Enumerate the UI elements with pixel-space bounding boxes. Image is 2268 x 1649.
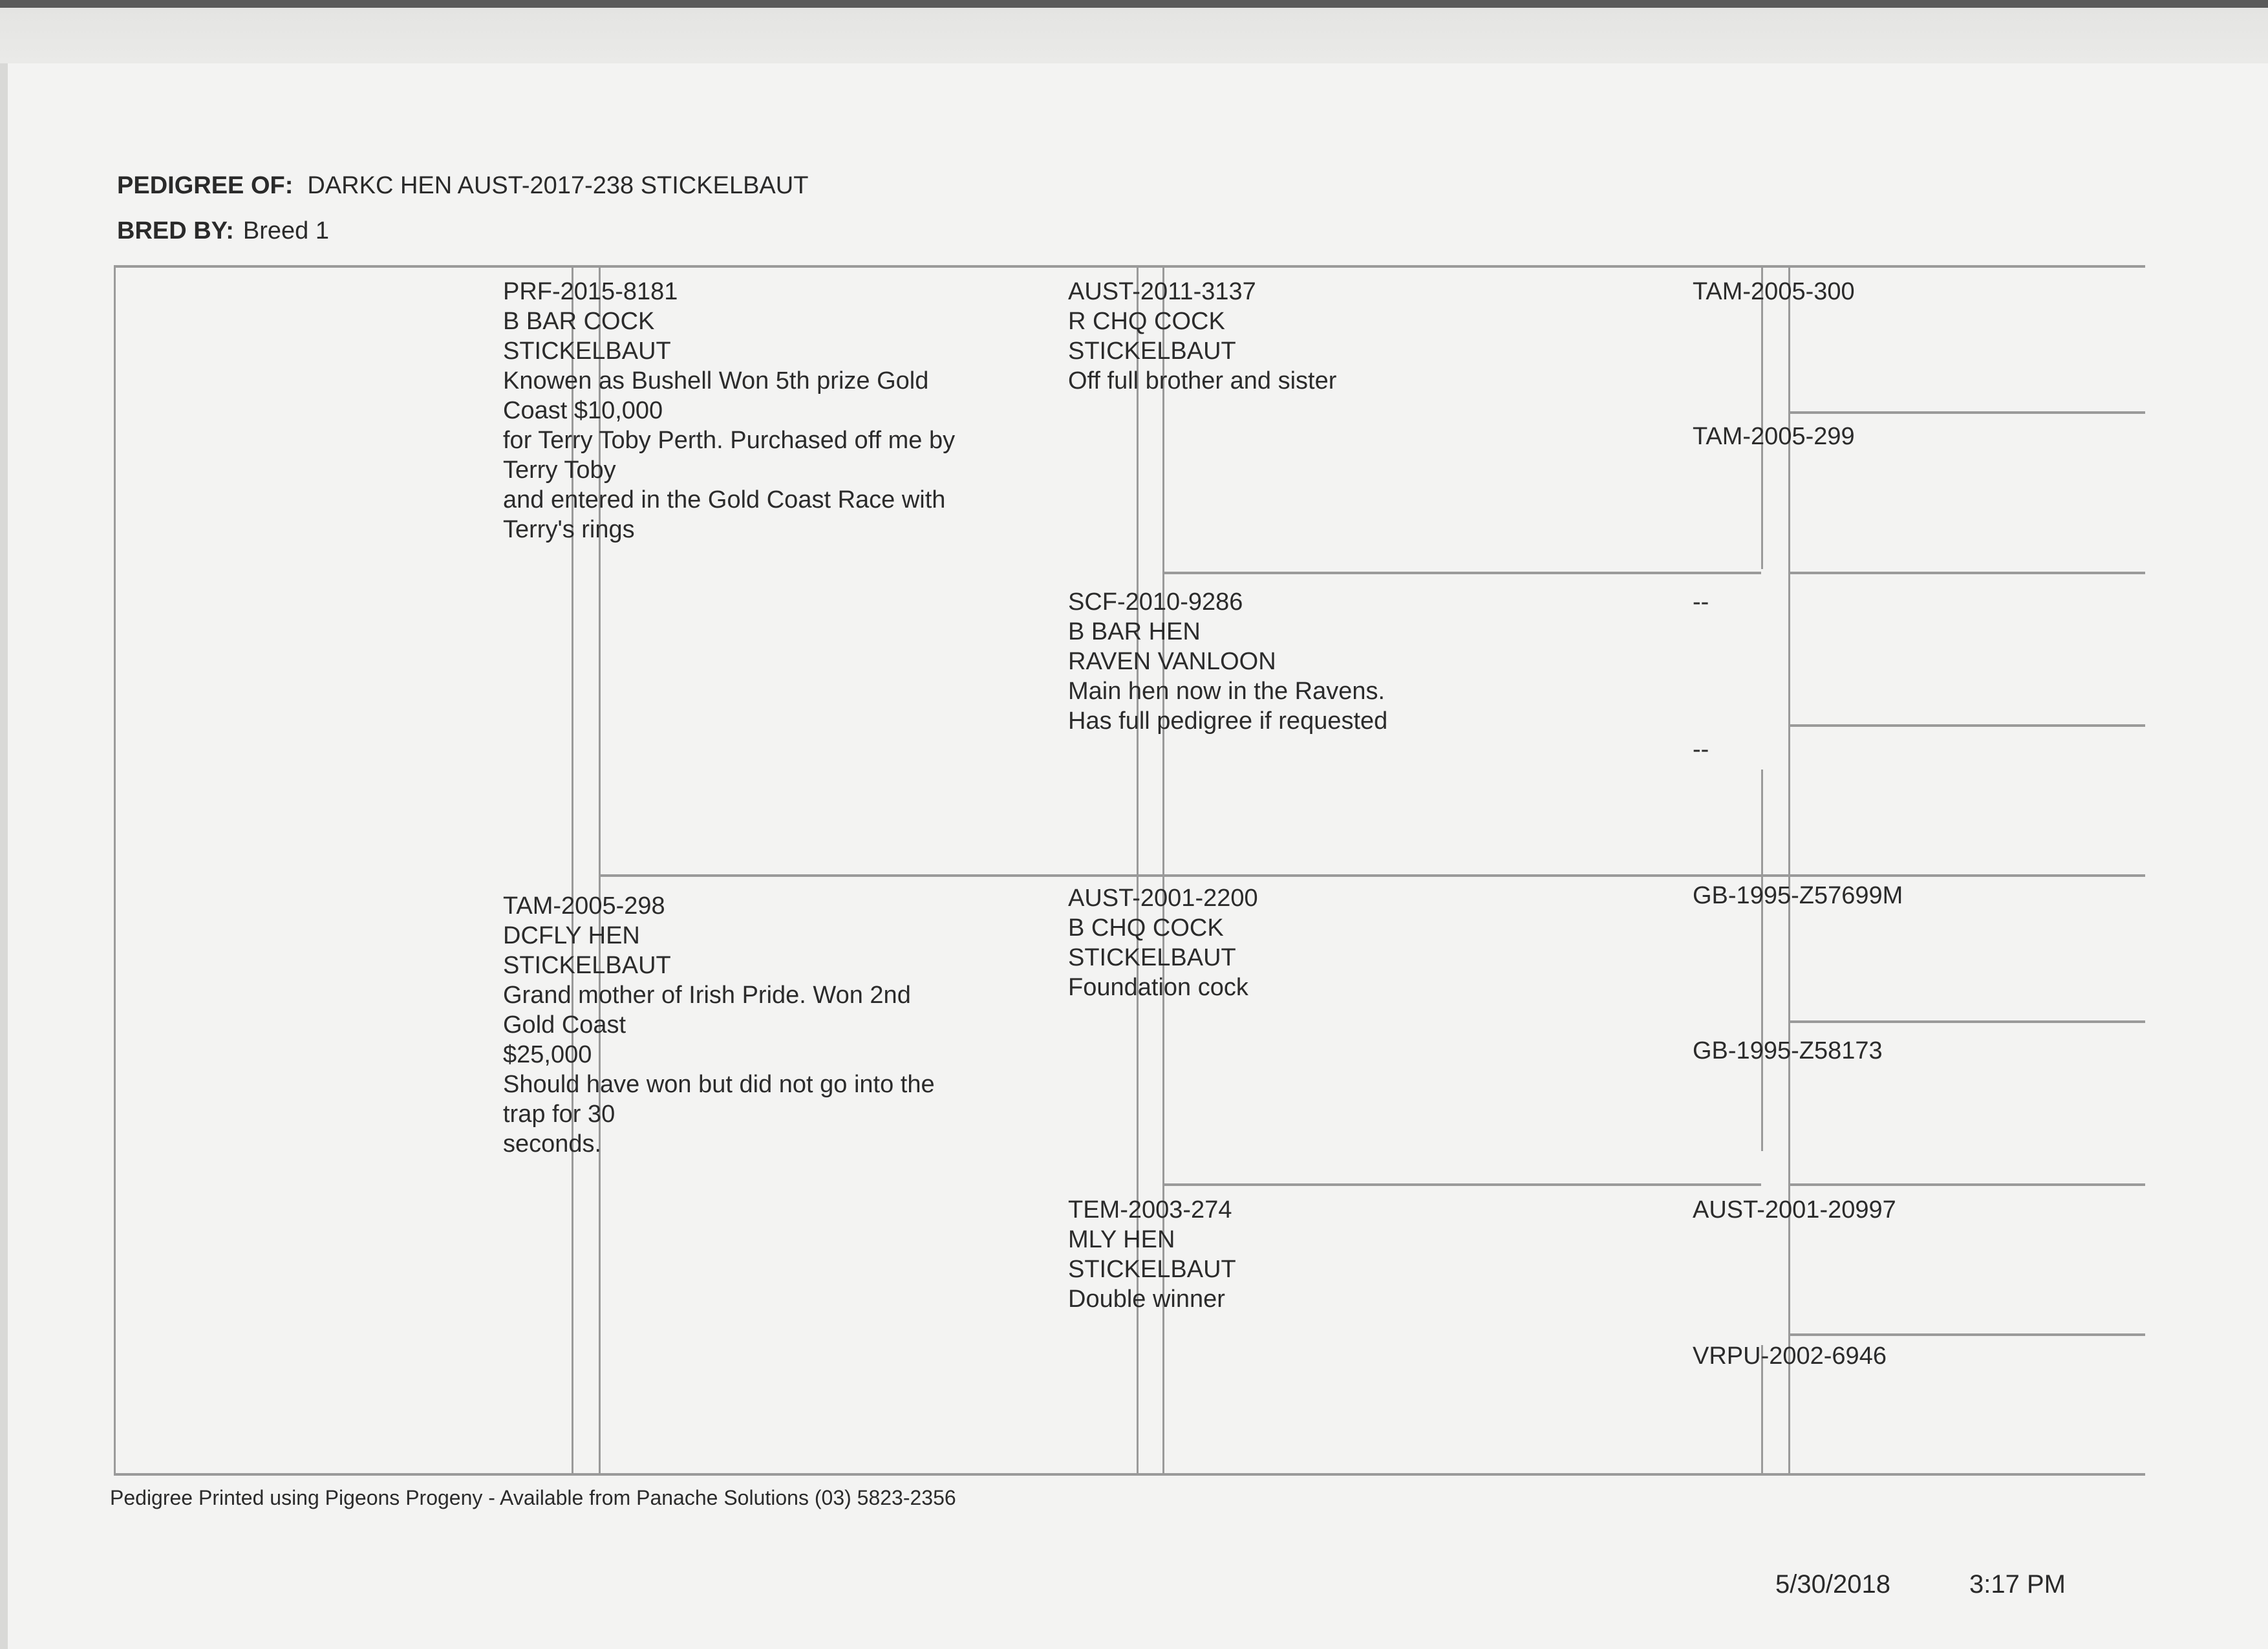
column-divider — [1761, 770, 1763, 1151]
dam-sire-color-sex: B CHQ COCK — [1068, 914, 1224, 942]
footer-note: Pedigree Printed using Pigeons Progeny - Available from Panache Solutions (03) 5823-2356 — [110, 1486, 956, 1509]
chart-left-border — [114, 265, 116, 1476]
grandparents-divider — [1162, 1183, 1761, 1186]
pedigree-of-heading — [117, 173, 808, 198]
dam-strain: STICKELBAUT — [503, 952, 671, 979]
bred-by-value: Breed 1 — [242, 217, 329, 244]
sire-note-line: Knowen as Bushell Won 5th prize Gold — [503, 367, 929, 394]
sire-color-sex: B BAR COCK — [503, 308, 655, 335]
print-date: 5/30/2018 — [1775, 1570, 1890, 1599]
dam-sire-strain: STICKELBAUT — [1068, 944, 1236, 971]
sire-note-line: and entered in the Gold Coast Race with — [503, 486, 946, 513]
sire-strain: STICKELBAUT — [503, 338, 671, 365]
sire-dam-note-line: Main hen now in the Ravens. — [1068, 678, 1385, 705]
pedigree-of-label: PEDIGREE OF: — [117, 172, 294, 199]
chart-bottom-border — [114, 1473, 2145, 1476]
print-time: 3:17 PM — [1969, 1570, 2066, 1599]
dam-entry — [503, 891, 1007, 1159]
sire-note-line: for Terry Toby Perth. Purchased off me by — [503, 427, 956, 454]
dam-note-line: seconds. — [503, 1130, 602, 1158]
dam-note-line: $25,000 — [503, 1041, 592, 1068]
scan-background — [0, 8, 2268, 63]
great-grandparents-divider — [1788, 724, 2145, 727]
dam-dam-entry — [1068, 1195, 1624, 1314]
great-grandparent-entry: TAM-2005-299 — [1693, 423, 1855, 450]
parents-divider — [599, 874, 2145, 877]
great-grandparent-entry: -- — [1693, 588, 1709, 616]
dam-sire-ring-number: AUST-2001-2200 — [1068, 885, 1258, 912]
bred-by-heading — [117, 219, 329, 243]
great-grandparent-entry: VRPU-2002-6946 — [1693, 1342, 1887, 1370]
grandparents-divider — [1162, 572, 1761, 574]
great-grandparent-entry: TAM-2005-300 — [1693, 278, 1855, 305]
sire-dam-strain: RAVEN VANLOON — [1068, 648, 1276, 675]
great-grandparent-entry: AUST-2001-20997 — [1693, 1196, 1896, 1223]
great-grandparent-entry: GB-1995-Z58173 — [1693, 1037, 1883, 1064]
sire-note-line: Coast $10,000 — [503, 397, 663, 424]
sire-note-line: Terry Toby — [503, 457, 616, 484]
sire-dam-note-line: Has full pedigree if requested — [1068, 707, 1388, 735]
great-grandparent-entry: -- — [1693, 736, 1709, 763]
bred-by-label: BRED BY: — [117, 217, 234, 244]
great-grandparent-entry: GB-1995-Z57699M — [1693, 882, 1903, 909]
scan-top-edge — [0, 0, 2268, 8]
dam-dam-color-sex: MLY HEN — [1068, 1226, 1175, 1253]
dam-ring-number: TAM-2005-298 — [503, 892, 665, 920]
sire-entry — [503, 277, 1007, 544]
sire-note-line: Terry's rings — [503, 516, 635, 543]
dam-note-line: Grand mother of Irish Pride. Won 2nd — [503, 982, 911, 1009]
sire-dam-ring-number: SCF-2010-9286 — [1068, 588, 1243, 616]
great-grandparents-divider — [1788, 1020, 2145, 1023]
dam-dam-strain: STICKELBAUT — [1068, 1256, 1236, 1283]
sire-dam-color-sex: B BAR HEN — [1068, 618, 1201, 645]
sire-sire-ring-number: AUST-2011-3137 — [1068, 278, 1256, 305]
dam-note-line: trap for 30 — [503, 1101, 615, 1128]
sire-dam-entry — [1068, 587, 1624, 736]
sire-sire-color-sex: R CHQ COCK — [1068, 308, 1225, 335]
pedigree-of-value: DARKC HEN AUST-2017-238 STICKELBAUT — [307, 172, 809, 199]
great-grandparents-divider — [1788, 1333, 2145, 1336]
dam-note-line: Should have won but did not go into the — [503, 1071, 935, 1098]
dam-dam-ring-number: TEM-2003-274 — [1068, 1196, 1232, 1223]
sire-sire-entry — [1068, 277, 1624, 396]
sire-sire-strain: STICKELBAUT — [1068, 338, 1236, 365]
dam-color-sex: DCFLY HEN — [503, 922, 640, 949]
sire-sire-notes: Off full brother and sister — [1068, 367, 1337, 394]
dam-dam-notes: Double winner — [1068, 1286, 1225, 1313]
great-grandparents-divider — [1788, 411, 2145, 414]
dam-sire-notes: Foundation cock — [1068, 974, 1248, 1001]
great-grandparents-divider — [1788, 572, 2145, 574]
great-grandparents-divider — [1788, 1183, 2145, 1186]
dam-note-line: Gold Coast — [503, 1011, 626, 1039]
dam-sire-entry — [1068, 883, 1624, 1002]
column-divider — [1761, 265, 1763, 569]
sire-ring-number: PRF-2015-8181 — [503, 278, 678, 305]
chart-top-border — [114, 265, 2145, 268]
